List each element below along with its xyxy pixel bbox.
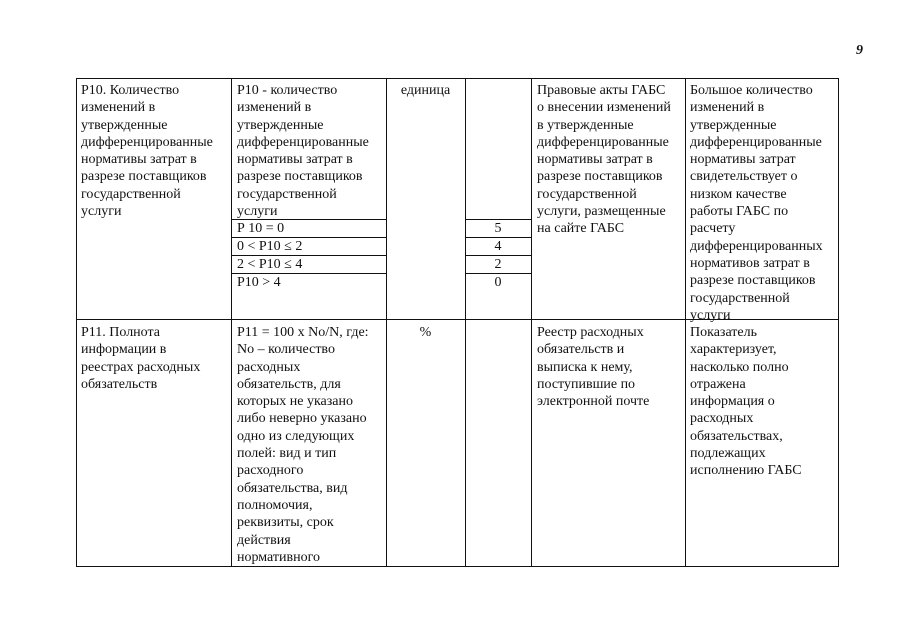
- page-number: 9: [856, 43, 863, 58]
- table-bottom-border: [76, 566, 839, 567]
- col-divider: [531, 78, 532, 567]
- row1-source: Правовые акты ГАБС о внесении изменений в утвержденные дифференцированные нормативы затрат в разрезе поставщиков государственной услуги, размещенные на сайте ГАБС: [537, 83, 671, 237]
- condition-score: 4: [494, 239, 502, 254]
- row2-comment: Показатель характеризует, насколько полно отражена информация о расходных обязательствах, подлежащих исполнению ГАБС: [690, 325, 802, 479]
- col-divider: [386, 78, 387, 567]
- col-divider: [465, 78, 466, 567]
- table-right-border: [838, 78, 839, 567]
- col-divider: [231, 78, 232, 567]
- row2-formula: Р11 = 100 х No/N, где: No – количество расходных обязательств, для которых не указано либо неверно указано одно из следующих полей: вид и тип расходного обязательства, вид полномочия, реквизиты, срок действия нормативного: [237, 325, 369, 565]
- row1-formula: Р10 - количество изменений в утвержденные дифференцированные нормативы затрат в разрезе поставщиков государственной услуги: [237, 83, 369, 220]
- condition-score: 2: [494, 257, 502, 272]
- condition-score: 0: [494, 275, 502, 290]
- indicator-table: [76, 78, 839, 567]
- row1-indicator: Р10. Количество изменений в утвержденные дифференцированные нормативы затрат в разрезе поставщиков государственной услуги: [81, 83, 213, 220]
- table-left-border: [76, 78, 77, 567]
- condition-range: 2 < Р10 ≤ 4: [237, 257, 303, 272]
- row2-indicator: Р11. Полнота информации в реестрах расходных обязательств: [81, 325, 201, 392]
- col-divider: [685, 78, 686, 567]
- condition-range: Р10 > 4: [237, 275, 281, 290]
- condition-range: Р 10 = 0: [237, 221, 285, 236]
- row2-source: Реестр расходных обязательств и выписка к нему, поступившие по электронной почте: [537, 325, 650, 410]
- row1-unit: единица: [400, 83, 451, 98]
- row2-unit: %: [419, 325, 432, 340]
- condition-range: 0 < Р10 ≤ 2: [237, 239, 303, 254]
- condition-score: 5: [494, 221, 502, 236]
- row1-comment: Большое количество изменений в утвержденные дифференцированные нормативы затрат свидетельствует о низком качестве работы ГАБС по расчету дифференцированных нормативов затрат в разрезе поставщиков государственной услуги: [690, 83, 823, 323]
- table-top-border: [76, 78, 839, 79]
